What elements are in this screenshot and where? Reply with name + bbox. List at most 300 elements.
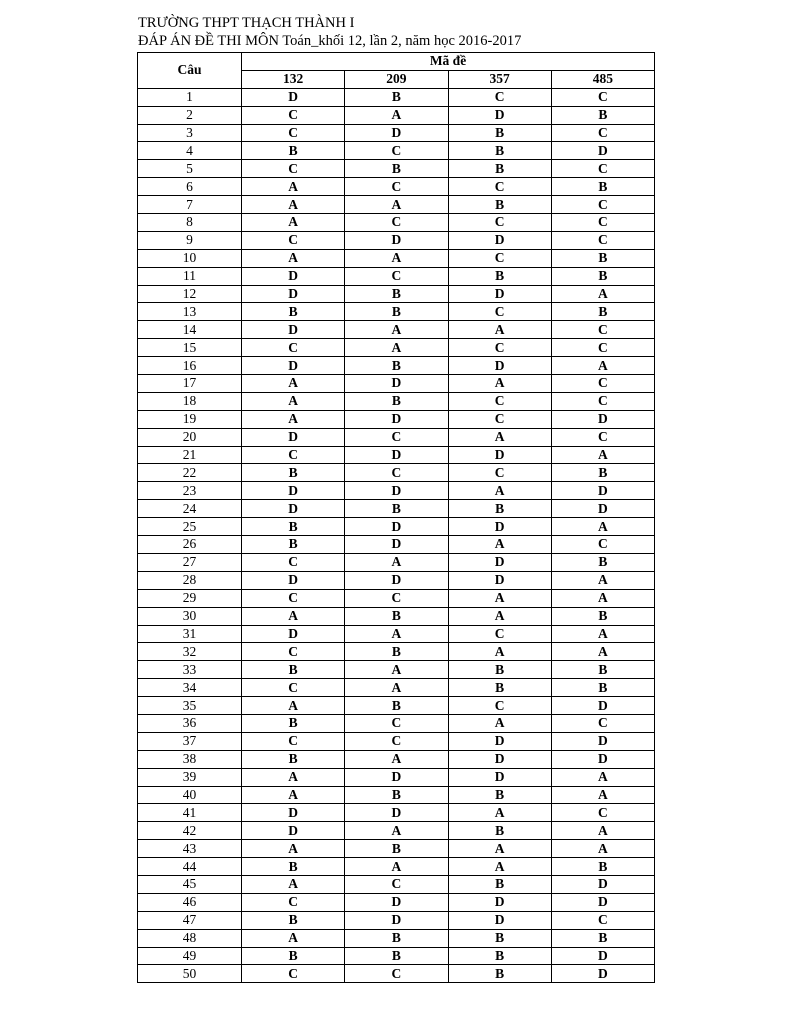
answer-cell: A: [448, 589, 551, 607]
table-row: [138, 661, 655, 679]
answer-cell: C: [345, 714, 448, 732]
answer-cell: A: [345, 196, 448, 214]
answer-cell: C: [242, 679, 345, 697]
question-number: 9: [138, 231, 242, 249]
answer-cell: A: [242, 786, 345, 804]
answer-cell: C: [242, 643, 345, 661]
answer-cell: C: [242, 553, 345, 571]
answer-cell: A: [551, 571, 654, 589]
answer-cell: A: [242, 196, 345, 214]
answer-cell: C: [242, 965, 345, 983]
answer-cell: A: [551, 357, 654, 375]
answer-key-table: [137, 52, 655, 983]
table-row: [138, 536, 655, 554]
answer-cell: C: [242, 124, 345, 142]
question-number: 47: [138, 911, 242, 929]
table-row: [138, 267, 655, 285]
answer-cell: B: [448, 500, 551, 518]
table-row: [138, 285, 655, 303]
answer-cell: A: [448, 858, 551, 876]
answer-cell: B: [448, 822, 551, 840]
table-row: [138, 392, 655, 410]
answer-cell: C: [448, 410, 551, 428]
answer-cell: A: [551, 822, 654, 840]
answer-cell: B: [242, 947, 345, 965]
answer-cell: B: [242, 518, 345, 536]
answer-cell: B: [448, 929, 551, 947]
answer-cell: C: [448, 178, 551, 196]
answer-cell: C: [551, 714, 654, 732]
table-row: [138, 911, 655, 929]
answer-cell: D: [551, 965, 654, 983]
table-row: [138, 500, 655, 518]
question-number: 40: [138, 786, 242, 804]
answer-cell: D: [448, 446, 551, 464]
question-number: 23: [138, 482, 242, 500]
table-row: [138, 178, 655, 196]
question-number: 17: [138, 375, 242, 393]
answer-cell: D: [551, 697, 654, 715]
answer-cell: B: [345, 303, 448, 321]
table-row: [138, 643, 655, 661]
answer-cell: C: [242, 160, 345, 178]
question-number: 41: [138, 804, 242, 822]
answer-cell: A: [345, 679, 448, 697]
answer-cell: B: [551, 267, 654, 285]
answer-cell: D: [242, 321, 345, 339]
answer-cell: B: [448, 947, 551, 965]
answer-cell: C: [345, 464, 448, 482]
answer-cell: A: [242, 392, 345, 410]
answer-cell: C: [345, 589, 448, 607]
answer-cell: D: [242, 625, 345, 643]
answer-cell: C: [448, 625, 551, 643]
answer-cell: D: [345, 410, 448, 428]
answer-cell: B: [345, 929, 448, 947]
table-row: [138, 553, 655, 571]
answer-cell: D: [551, 410, 654, 428]
answer-cell: C: [551, 214, 654, 232]
answer-cell: B: [551, 178, 654, 196]
answer-cell: C: [448, 464, 551, 482]
answer-cell: A: [345, 625, 448, 643]
answer-cell: B: [345, 88, 448, 106]
answer-cell: C: [551, 321, 654, 339]
answer-cell: B: [345, 947, 448, 965]
answer-cell: C: [345, 428, 448, 446]
answer-cell: D: [242, 822, 345, 840]
answer-cell: D: [345, 536, 448, 554]
answer-cell: C: [551, 124, 654, 142]
answer-cell: A: [242, 178, 345, 196]
answer-cell: B: [242, 142, 345, 160]
answer-cell: C: [551, 231, 654, 249]
answer-cell: D: [551, 893, 654, 911]
question-number: 18: [138, 392, 242, 410]
table-row: [138, 339, 655, 357]
answer-cell: A: [242, 840, 345, 858]
table-row: [138, 106, 655, 124]
answer-cell: A: [242, 697, 345, 715]
question-number: 3: [138, 124, 242, 142]
answer-cell: C: [345, 732, 448, 750]
answer-cell: C: [551, 428, 654, 446]
answer-cell: A: [551, 589, 654, 607]
question-number: 25: [138, 518, 242, 536]
exam-code-header: 132: [242, 70, 345, 88]
answer-cell: A: [551, 840, 654, 858]
answer-cell: A: [551, 285, 654, 303]
answer-cell: C: [448, 88, 551, 106]
answer-cell: C: [242, 106, 345, 124]
answer-cell: D: [345, 375, 448, 393]
exam-code-header: 209: [345, 70, 448, 88]
answer-cell: D: [242, 285, 345, 303]
answer-cell: D: [345, 518, 448, 536]
answer-cell: B: [242, 911, 345, 929]
answer-cell: A: [448, 840, 551, 858]
answer-cell: B: [551, 303, 654, 321]
answer-cell: B: [448, 679, 551, 697]
table-row: [138, 160, 655, 178]
answer-cell: A: [242, 249, 345, 267]
question-column-header: Câu: [138, 53, 242, 89]
answer-cell: A: [345, 661, 448, 679]
answer-cell: A: [242, 875, 345, 893]
answer-cell: B: [551, 553, 654, 571]
answer-cell: C: [242, 446, 345, 464]
question-number: 36: [138, 714, 242, 732]
table-row: [138, 375, 655, 393]
question-number: 30: [138, 607, 242, 625]
answer-cell: B: [448, 786, 551, 804]
answer-cell: D: [448, 357, 551, 375]
answer-cell: C: [448, 697, 551, 715]
answer-cell: A: [448, 714, 551, 732]
answer-cell: C: [551, 339, 654, 357]
answer-cell: A: [242, 768, 345, 786]
answer-cell: D: [551, 947, 654, 965]
answer-cell: D: [345, 571, 448, 589]
answer-cell: A: [448, 428, 551, 446]
table-row: [138, 357, 655, 375]
answer-cell: B: [448, 124, 551, 142]
answer-cell: D: [448, 518, 551, 536]
answer-cell: C: [242, 893, 345, 911]
answer-cell: A: [551, 786, 654, 804]
table-row: [138, 464, 655, 482]
question-number: 50: [138, 965, 242, 983]
question-number: 29: [138, 589, 242, 607]
answer-cell: B: [551, 679, 654, 697]
answer-cell: C: [345, 267, 448, 285]
answer-cell: B: [345, 840, 448, 858]
table-row: [138, 893, 655, 911]
answer-cell: D: [242, 482, 345, 500]
table-row: [138, 822, 655, 840]
school-name: TRƯỜNG THPT THẠCH THÀNH I: [138, 15, 355, 31]
answer-cell: B: [242, 536, 345, 554]
answer-cell: C: [551, 88, 654, 106]
question-number: 48: [138, 929, 242, 947]
answer-cell: D: [345, 231, 448, 249]
answer-cell: C: [345, 214, 448, 232]
table-row: [138, 303, 655, 321]
table-row: [138, 518, 655, 536]
answer-cell: D: [345, 893, 448, 911]
question-number: 32: [138, 643, 242, 661]
answer-cell: C: [242, 589, 345, 607]
answer-cell: D: [242, 357, 345, 375]
answer-cell: D: [242, 88, 345, 106]
question-number: 42: [138, 822, 242, 840]
answer-cell: B: [448, 661, 551, 679]
answer-cell: C: [551, 375, 654, 393]
table-row: [138, 196, 655, 214]
answer-cell: A: [345, 858, 448, 876]
answer-cell: B: [551, 929, 654, 947]
answer-cell: B: [242, 750, 345, 768]
answer-cell: D: [345, 804, 448, 822]
question-number: 2: [138, 106, 242, 124]
answer-cell: A: [551, 768, 654, 786]
question-number: 24: [138, 500, 242, 518]
question-number: 35: [138, 697, 242, 715]
question-number: 37: [138, 732, 242, 750]
answer-cell: D: [242, 571, 345, 589]
answer-cell: D: [448, 911, 551, 929]
question-number: 44: [138, 858, 242, 876]
table-row: [138, 965, 655, 983]
question-number: 11: [138, 267, 242, 285]
answer-cell: A: [242, 375, 345, 393]
answer-cell: A: [448, 375, 551, 393]
answer-cell: D: [448, 732, 551, 750]
table-row: [138, 321, 655, 339]
answer-cell: B: [345, 392, 448, 410]
answer-cell: D: [345, 446, 448, 464]
answer-cell: C: [448, 303, 551, 321]
document-title: ĐÁP ÁN ĐỀ THI MÔN Toán_khối 12, lần 2, năm học 2016-2017: [138, 33, 522, 49]
answer-cell: A: [242, 214, 345, 232]
table-row: [138, 214, 655, 232]
header-row-group: [138, 53, 655, 71]
table-row: [138, 840, 655, 858]
table-row: [138, 249, 655, 267]
table-row: [138, 88, 655, 106]
answer-cell: A: [345, 822, 448, 840]
answer-cell: B: [345, 786, 448, 804]
question-number: 33: [138, 661, 242, 679]
answer-key-table-body: [138, 88, 655, 983]
question-number: 45: [138, 875, 242, 893]
answer-cell: B: [448, 142, 551, 160]
answer-cell: D: [551, 750, 654, 768]
table-row: [138, 947, 655, 965]
answer-cell: A: [448, 482, 551, 500]
table-row: [138, 786, 655, 804]
table-row: [138, 589, 655, 607]
table-row: [138, 750, 655, 768]
answer-cell: C: [345, 142, 448, 160]
question-number: 12: [138, 285, 242, 303]
answer-cell: D: [448, 553, 551, 571]
answer-cell: B: [345, 160, 448, 178]
answer-cell: A: [345, 750, 448, 768]
answer-cell: B: [448, 160, 551, 178]
answer-cell: B: [345, 357, 448, 375]
answer-cell: A: [551, 446, 654, 464]
answer-cell: D: [448, 285, 551, 303]
question-number: 16: [138, 357, 242, 375]
answer-cell: B: [345, 697, 448, 715]
answer-cell: A: [448, 804, 551, 822]
table-row: [138, 679, 655, 697]
answer-cell: A: [448, 607, 551, 625]
question-number: 28: [138, 571, 242, 589]
answer-cell: A: [448, 536, 551, 554]
answer-cell: C: [551, 536, 654, 554]
answer-cell: A: [242, 410, 345, 428]
table-row: [138, 607, 655, 625]
answer-cell: A: [345, 321, 448, 339]
answer-cell: B: [448, 196, 551, 214]
answer-cell: A: [345, 339, 448, 357]
answer-cell: B: [551, 858, 654, 876]
answer-cell: D: [448, 750, 551, 768]
table-row: [138, 768, 655, 786]
question-number: 34: [138, 679, 242, 697]
answer-cell: C: [242, 339, 345, 357]
answer-cell: D: [448, 231, 551, 249]
answer-cell: D: [345, 768, 448, 786]
answer-cell: D: [551, 482, 654, 500]
table-row: [138, 446, 655, 464]
table-row: [138, 732, 655, 750]
answer-cell: C: [242, 231, 345, 249]
question-number: 5: [138, 160, 242, 178]
answer-cell: A: [242, 929, 345, 947]
question-number: 31: [138, 625, 242, 643]
answer-cell: D: [242, 428, 345, 446]
question-number: 13: [138, 303, 242, 321]
answer-cell: D: [242, 500, 345, 518]
answer-cell: C: [551, 160, 654, 178]
answer-cell: A: [345, 106, 448, 124]
answer-cell: B: [242, 464, 345, 482]
answer-cell: C: [551, 911, 654, 929]
answer-cell: B: [345, 607, 448, 625]
question-number: 20: [138, 428, 242, 446]
answer-cell: C: [448, 392, 551, 410]
answer-cell: B: [242, 303, 345, 321]
answer-cell: A: [448, 643, 551, 661]
answer-cell: A: [242, 607, 345, 625]
answer-cell: C: [345, 178, 448, 196]
exam-code-header: 357: [448, 70, 551, 88]
answer-cell: B: [242, 661, 345, 679]
answer-cell: A: [551, 643, 654, 661]
answer-cell: B: [448, 875, 551, 893]
answer-cell: D: [551, 500, 654, 518]
document-header: [138, 14, 698, 50]
answer-cell: B: [242, 714, 345, 732]
answer-cell: D: [448, 106, 551, 124]
answer-cell: D: [345, 482, 448, 500]
answer-cell: D: [448, 571, 551, 589]
answer-cell: C: [448, 339, 551, 357]
table-row: [138, 714, 655, 732]
question-number: 19: [138, 410, 242, 428]
table-row: [138, 625, 655, 643]
answer-cell: B: [448, 965, 551, 983]
question-number: 43: [138, 840, 242, 858]
question-number: 1: [138, 88, 242, 106]
answer-cell: C: [448, 249, 551, 267]
question-number: 38: [138, 750, 242, 768]
answer-cell: C: [345, 965, 448, 983]
table-row: [138, 142, 655, 160]
table-row: [138, 482, 655, 500]
exam-code-header: 485: [551, 70, 654, 88]
answer-cell: B: [345, 643, 448, 661]
question-number: 39: [138, 768, 242, 786]
answer-cell: B: [551, 106, 654, 124]
question-number: 14: [138, 321, 242, 339]
answer-key-table-head: [138, 53, 655, 89]
answer-cell: A: [551, 625, 654, 643]
question-number: 8: [138, 214, 242, 232]
question-number: 26: [138, 536, 242, 554]
table-row: [138, 858, 655, 876]
question-number: 22: [138, 464, 242, 482]
answer-cell: C: [551, 392, 654, 410]
exam-code-group-header: Mã đề: [242, 53, 655, 71]
answer-cell: D: [345, 911, 448, 929]
question-number: 27: [138, 553, 242, 571]
table-row: [138, 571, 655, 589]
question-number: 15: [138, 339, 242, 357]
table-row: [138, 697, 655, 715]
table-row: [138, 804, 655, 822]
answer-cell: A: [448, 321, 551, 339]
table-row: [138, 428, 655, 446]
answer-cell: D: [448, 768, 551, 786]
answer-cell: C: [551, 804, 654, 822]
answer-cell: B: [242, 858, 345, 876]
answer-cell: A: [551, 518, 654, 536]
question-number: 10: [138, 249, 242, 267]
answer-cell: C: [242, 732, 345, 750]
answer-cell: B: [551, 464, 654, 482]
table-row: [138, 410, 655, 428]
answer-cell: D: [242, 267, 345, 285]
answer-cell: D: [345, 124, 448, 142]
answer-cell: B: [551, 607, 654, 625]
answer-cell: C: [448, 214, 551, 232]
answer-cell: B: [345, 285, 448, 303]
answer-cell: D: [551, 142, 654, 160]
table-row: [138, 875, 655, 893]
question-number: 49: [138, 947, 242, 965]
question-number: 7: [138, 196, 242, 214]
answer-cell: D: [448, 893, 551, 911]
answer-cell: C: [345, 875, 448, 893]
answer-cell: C: [551, 196, 654, 214]
table-row: [138, 231, 655, 249]
answer-cell: B: [345, 500, 448, 518]
answer-cell: A: [345, 553, 448, 571]
